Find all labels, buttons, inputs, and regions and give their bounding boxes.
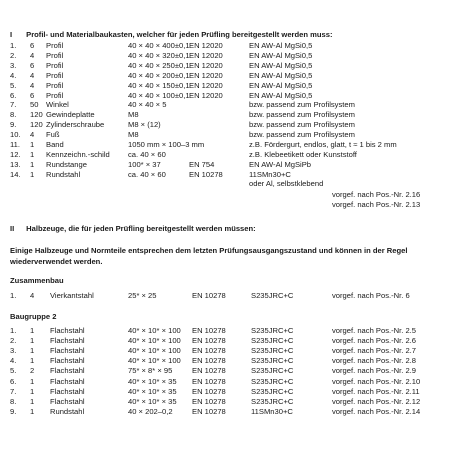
baugruppe-2-pos: 9. xyxy=(10,406,17,416)
baugruppe-2-norm: EN 10278 xyxy=(192,326,226,335)
section-1-mat: bzw. passend zum Profilsystem xyxy=(249,100,355,110)
baugruppe-2-name: Flachstahl xyxy=(50,356,85,366)
section-1-dim: 40 × 40 × 250±0,1 xyxy=(128,60,190,70)
section-1-row xyxy=(0,91,458,101)
section-1-qty: 4 xyxy=(30,50,35,60)
baugruppe-2-pos: 6. xyxy=(10,376,17,386)
section-1-name: Winkel xyxy=(46,100,69,110)
baugruppe-2-norm: EN 10278 xyxy=(192,356,226,366)
section-1-title: Profil- und Materialbaukasten, welcher für jeden Prüfling bereitgestellt werden muss: xyxy=(26,30,333,39)
baugruppe-2-qty: 2 xyxy=(30,366,35,376)
section-1-qty: 1 xyxy=(30,149,35,159)
baugruppe-2-row xyxy=(0,387,458,397)
section-1-norm: EN 12020 xyxy=(189,90,223,100)
section-1-mat: bzw. passend zum Profilsystem xyxy=(249,120,355,130)
baugruppe-2-pos: 5. xyxy=(10,366,17,376)
section-1-qty: 50 xyxy=(30,100,39,110)
baugruppe-2-mat: S235JRC+C xyxy=(251,396,294,406)
baugruppe-2-pos: 2. xyxy=(10,336,17,346)
zusammenbau-norm: EN 10278 xyxy=(192,291,226,300)
baugruppe-2-mat: S235JRC+C xyxy=(251,356,294,366)
baugruppe-2-norm: EN 10278 xyxy=(192,376,226,386)
baugruppe-2-qty: 1 xyxy=(30,406,35,416)
section-1-mat: z.B. Klebeetikett oder Kunststoff xyxy=(249,149,357,159)
section-1-mat: bzw. passend zum Profilsystem xyxy=(249,130,355,140)
section-2-title: Halbzeuge, die für jeden Prüfling bereitgestellt werden müssen: xyxy=(26,224,256,233)
section-1-qty: 4 xyxy=(30,130,35,140)
section-1-row xyxy=(0,150,458,160)
section-1-pos: 8. xyxy=(10,110,17,120)
section-1-dim: 100* × 37 xyxy=(128,159,161,169)
baugruppe-2-name: Flachstahl xyxy=(50,336,85,346)
section-1-name: Profil xyxy=(46,80,64,90)
section-1-mat: EN AW-Al MgSi0,5 xyxy=(249,70,313,80)
section-2-number: II xyxy=(10,224,15,233)
baugruppe-2-name: Flachstahl xyxy=(50,396,85,406)
baugruppe-2-dim: 40* × 10* × 35 xyxy=(128,396,177,406)
baugruppe-2-note: vorgef. nach Pos.-Nr. 2.7 xyxy=(332,346,416,356)
baugruppe-2-dim: 75* × 8* × 95 xyxy=(128,366,173,376)
baugruppe-2-dim: 40* × 10* × 100 xyxy=(128,346,181,356)
section-1-name: Zylinderschraube xyxy=(46,120,105,130)
section-1-row xyxy=(0,71,458,81)
section-1-pos: 7. xyxy=(10,100,17,110)
section-1-mat: EN AW-Al MgSi0,5 xyxy=(249,41,313,50)
section-1-row xyxy=(0,81,458,91)
section-2-paragraph: Einige Halbzeuge und Normteile entsprechen dem letzten Prüfungsausgangszustand und können in der Regel wiederverwendet werden. xyxy=(10,246,408,266)
section-1-qty: 1 xyxy=(30,159,35,169)
zusammenbau-row xyxy=(0,291,458,301)
section-1-name: Kennzeichn.-schild xyxy=(46,149,110,159)
section-1-pos: 9. xyxy=(10,120,17,130)
section-1-pos: 11. xyxy=(10,140,20,149)
zusammenbau-mat: S235JRC+C xyxy=(251,291,294,300)
baugruppe-2-note: vorgef. nach Pos.-Nr. 2.14 xyxy=(332,406,421,416)
section-1-norm: EN 12020 xyxy=(189,70,223,80)
zusammenbau-dim: 25* × 25 xyxy=(128,291,157,300)
section-1-name: Profil xyxy=(46,70,64,80)
zusammenbau-note: vorgef. nach Pos.-Nr. 6 xyxy=(332,291,410,300)
baugruppe-2-mat: 11SMn30+C xyxy=(251,406,293,416)
baugruppe-2-name: Flachstahl xyxy=(50,346,85,356)
baugruppe-2-note: vorgef. nach Pos.-Nr. 2.10 xyxy=(332,376,421,386)
section-1-name: Rundstange xyxy=(46,159,87,169)
baugruppe-2-note: vorgef. nach Pos.-Nr. 2.5 xyxy=(332,326,416,335)
baugruppe-2-pos: 1. xyxy=(10,326,17,335)
section-1-row xyxy=(0,160,458,170)
baugruppe-2-row xyxy=(0,336,458,346)
row-14-note: vorgef. nach Pos.-Nr. 2.13 xyxy=(332,200,421,209)
section-1-pos: 10. xyxy=(10,130,21,140)
section-1-dim: 40 × 40 × 400±0,1 xyxy=(128,41,190,50)
section-1-pos: 4. xyxy=(10,70,17,80)
section-1-mat: EN AW-Al MgSi0,5 xyxy=(249,50,313,60)
section-1-dim: 40 × 40 × 200±0,1 xyxy=(128,70,190,80)
section-1-dim: M8 xyxy=(128,110,139,120)
section-1-name: Profil xyxy=(46,90,64,100)
section-1-norm: EN 754 xyxy=(189,159,215,169)
baugruppe-2-dim: 40* × 10* × 100 xyxy=(128,326,181,335)
section-1-number: I xyxy=(10,30,13,39)
baugruppe-2-note: vorgef. nach Pos.-Nr. 2.8 xyxy=(332,356,416,366)
section-1-row xyxy=(0,41,458,51)
section-1-dim: M8 × (12) xyxy=(128,120,161,130)
section-1-row xyxy=(0,130,458,140)
baugruppe-2-qty: 1 xyxy=(30,386,35,396)
zusammenbau-name: Vierkantstahl xyxy=(50,291,94,300)
section-1-pos: 6. xyxy=(10,90,17,100)
section-1-qty: 120 xyxy=(30,120,43,130)
section-1-qty: 120 xyxy=(30,110,43,120)
section-1-name: Fuß xyxy=(46,130,60,140)
section-1-dim: ca. 40 × 60 xyxy=(128,149,166,159)
baugruppe-2-note: vorgef. nach Pos.-Nr. 2.6 xyxy=(332,336,416,346)
baugruppe-2-name: Rundstahl xyxy=(50,406,85,416)
baugruppe-2-note: vorgef. nach Pos.-Nr. 2.11 xyxy=(332,386,420,396)
section-1-dim: ca. 40 × 60 xyxy=(128,169,166,179)
baugruppe-2-name: Flachstahl xyxy=(50,366,85,376)
baugruppe-2-mat: S235JRC+C xyxy=(251,346,294,356)
baugruppe-2-name: Flachstahl xyxy=(50,376,85,386)
section-1-qty: 1 xyxy=(30,140,35,149)
baugruppe-2-qty: 1 xyxy=(30,346,35,356)
baugruppe-2-dim: 40 × 202–0,2 xyxy=(128,406,173,416)
row-13-note: vorgef. nach Pos.-Nr. 2.16 xyxy=(332,190,421,199)
zusammenbau-qty: 4 xyxy=(30,291,35,300)
row-12-continuation: oder Al, selbstklebend xyxy=(249,179,324,188)
baugruppe-2-dim: 40* × 10* × 35 xyxy=(128,386,177,396)
baugruppe-2-norm: EN 10278 xyxy=(192,386,226,396)
section-1-row xyxy=(0,110,458,120)
baugruppe-2-dim: 40* × 10* × 35 xyxy=(128,376,177,386)
section-1-row xyxy=(0,61,458,71)
section-1-qty: 1 xyxy=(30,169,35,179)
section-1-mat: 11SMn30+C xyxy=(249,169,291,179)
section-1-mat: EN AW-Al MgSiPb xyxy=(249,159,312,169)
baugruppe-2-norm: EN 10278 xyxy=(192,366,226,376)
baugruppe-2-pos: 7. xyxy=(10,386,17,396)
section-1-mat: z.B. Fördergurt, endlos, glatt, t ≈ 1 bis 2 mm xyxy=(249,140,397,149)
section-1-pos: 14. xyxy=(10,169,21,179)
section-1-dim: 40 × 40 × 5 xyxy=(128,100,167,110)
baugruppe-2-mat: S235JRC+C xyxy=(251,366,294,376)
section-1-pos: 3. xyxy=(10,60,17,70)
section-1-qty: 4 xyxy=(30,80,35,90)
baugruppe-2-dim: 40* × 10* × 100 xyxy=(128,356,181,366)
baugruppe-2-note: vorgef. nach Pos.-Nr. 2.12 xyxy=(332,396,421,406)
baugruppe-2-row xyxy=(0,377,458,387)
section-1-name: Band xyxy=(46,140,64,149)
section-1-row xyxy=(0,170,458,180)
section-1-qty: 6 xyxy=(30,41,35,50)
section-1-mat: bzw. passend zum Profilsystem xyxy=(249,110,355,120)
section-1-row xyxy=(0,51,458,61)
section-1-dim: 40 × 40 × 100±0,1 xyxy=(128,90,190,100)
zusammenbau-heading: Zusammenbau xyxy=(10,276,64,285)
section-1-norm: EN 12020 xyxy=(189,41,223,50)
baugruppe-2-heading: Baugruppe 2 xyxy=(10,312,57,321)
section-1-heading xyxy=(10,30,450,39)
section-1-name: Rundstahl xyxy=(46,169,81,179)
section-1-name: Profil xyxy=(46,50,64,60)
baugruppe-2-name: Flachstahl xyxy=(50,326,85,335)
section-1-mat: EN AW-Al MgSi0,5 xyxy=(249,80,313,90)
section-1-norm: EN 10278 xyxy=(189,169,223,179)
baugruppe-2-norm: EN 10278 xyxy=(192,346,226,356)
baugruppe-2-name: Flachstahl xyxy=(50,386,85,396)
baugruppe-2-dim: 40* × 10* × 100 xyxy=(128,336,181,346)
baugruppe-2-row xyxy=(0,326,458,336)
baugruppe-2-pos: 4. xyxy=(10,356,17,366)
baugruppe-2-mat: S235JRC+C xyxy=(251,336,294,346)
section-1-qty: 6 xyxy=(30,60,35,70)
section-1-name: Gewindeplatte xyxy=(46,110,95,120)
baugruppe-2-pos: 8. xyxy=(10,396,17,406)
zusammenbau-pos: 1. xyxy=(10,291,17,300)
baugruppe-2-qty: 1 xyxy=(30,336,35,346)
section-1-name: Profil xyxy=(46,41,64,50)
baugruppe-2-pos: 3. xyxy=(10,346,17,356)
section-1-pos: 5. xyxy=(10,80,17,90)
section-1-row xyxy=(0,120,458,130)
section-1-pos: 1. xyxy=(10,41,17,50)
section-1-row xyxy=(0,100,458,110)
section-1-row xyxy=(0,140,458,150)
section-1-dim: M8 xyxy=(128,130,139,140)
baugruppe-2-qty: 1 xyxy=(30,396,35,406)
section-1-pos: 12. xyxy=(10,149,21,159)
section-1-name: Profil xyxy=(46,60,64,70)
baugruppe-2-qty: 1 xyxy=(30,326,35,335)
section-1-norm: EN 12020 xyxy=(189,60,223,70)
section-1-pos: 13. xyxy=(10,159,21,169)
baugruppe-2-row xyxy=(0,397,458,407)
baugruppe-2-mat: S235JRC+C xyxy=(251,386,294,396)
section-1-mat: EN AW-Al MgSi0,5 xyxy=(249,60,313,70)
section-1-mat: EN AW-Al MgSi0,5 xyxy=(249,90,313,100)
baugruppe-2-row xyxy=(0,407,458,417)
section-1-pos: 2. xyxy=(10,50,17,60)
section-1-norm: EN 12020 xyxy=(189,80,223,90)
baugruppe-2-row xyxy=(0,356,458,366)
baugruppe-2-norm: EN 10278 xyxy=(192,396,226,406)
baugruppe-2-qty: 1 xyxy=(30,376,35,386)
section-1-dim: 40 × 40 × 150±0,1 xyxy=(128,80,190,90)
baugruppe-2-norm: EN 10278 xyxy=(192,406,226,416)
baugruppe-2-norm: EN 10278 xyxy=(192,336,226,346)
section-1-dim: 1050 mm × 100–3 mm xyxy=(128,140,205,149)
baugruppe-2-qty: 1 xyxy=(30,356,35,366)
section-2-heading xyxy=(10,224,450,233)
baugruppe-2-mat: S235JRC+C xyxy=(251,376,294,386)
baugruppe-2-row xyxy=(0,366,458,376)
section-1-qty: 4 xyxy=(30,70,35,80)
section-1-qty: 6 xyxy=(30,90,35,100)
section-1-dim: 40 × 40 × 320±0,1 xyxy=(128,50,190,60)
baugruppe-2-mat: S235JRC+C xyxy=(251,326,294,335)
section-1-norm: EN 12020 xyxy=(189,50,223,60)
baugruppe-2-row xyxy=(0,346,458,356)
baugruppe-2-note: vorgef. nach Pos.-Nr. 2.9 xyxy=(332,366,416,376)
